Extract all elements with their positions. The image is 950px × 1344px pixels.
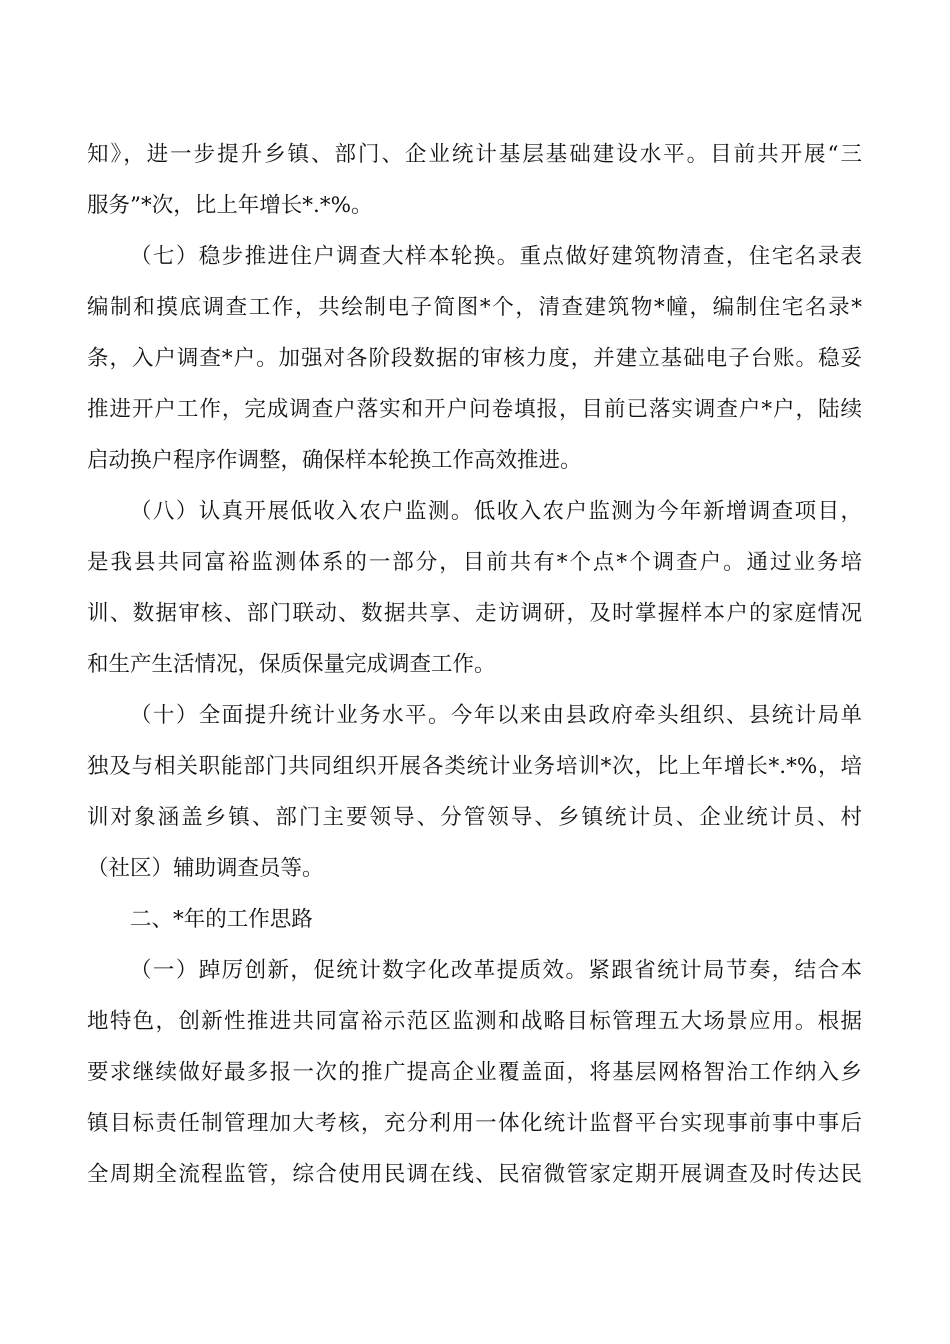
body-text-line: 服务”*次，比上年增长*.*%。 [87, 193, 373, 218]
body-text-line: 编制和摸底调查工作，共绘制电子简图*个，清查建筑物*幢，编制住宅名录* [87, 295, 862, 320]
body-text-line: 是我县共同富裕监测体系的一部分，目前共有*个点*个调查户。通过业务培 [87, 550, 862, 575]
section-one-heading-line: （一）踔厉创新，促统计数字化改革提质效。紧跟省统计局节奏，结合本 [130, 958, 862, 983]
body-text-line: 镇目标责任制管理加大考核，充分利用一体化统计监督平台实现事前事中事后 [87, 1111, 862, 1136]
section-seven-heading-line: （七）稳步推进住户调查大样本轮换。重点做好建筑物清查，住宅名录表 [130, 244, 862, 269]
part-two-heading: 二、*年的工作思路 [130, 907, 313, 932]
body-text-line: 条，入户调查*户。加强对各阶段数据的审核力度，并建立基础电子台账。稳妥 [87, 346, 862, 371]
section-eight-heading-line: （八）认真开展低收入农户监测。低收入农户监测为今年新增调查项目， [130, 499, 862, 524]
section-ten-heading-line: （十）全面提升统计业务水平。今年以来由县政府牵头组织、县统计局单 [130, 703, 862, 728]
body-text-line: 和生产生活情况，保质保量完成调查工作。 [87, 652, 496, 677]
body-text-line: 独及与相关职能部门共同组织开展各类统计业务培训*次，比上年增长*.*%，培 [87, 754, 862, 779]
body-text-line: 全周期全流程监管，综合使用民调在线、民宿微管家定期开展调查及时传达民 [87, 1162, 862, 1187]
body-text-line: 启动换户程序作调整，确保样本轮换工作高效推进。 [87, 448, 582, 473]
body-text-line: 训对象涵盖乡镇、部门主要领导、分管领导、乡镇统计员、企业统计员、村 [87, 805, 862, 830]
body-text-line: 地特色，创新性推进共同富裕示范区监测和战略目标管理五大场景应用。根据 [87, 1009, 862, 1034]
body-text-line: 推进开户工作，完成调查户落实和开户问卷填报，目前已落实调查户*户，陆续 [87, 397, 862, 422]
body-text-line: 知》，进一步提升乡镇、部门、企业统计基层基础建设水平。目前共开展“三 [87, 142, 862, 167]
body-text-line: （社区）辅助调查员等。 [87, 856, 324, 881]
body-text-line: 要求继续做好最多报一次的推广提高企业覆盖面，将基层网格智治工作纳入乡 [87, 1060, 862, 1085]
body-text-line: 训、数据审核、部门联动、数据共享、走访调研，及时掌握样本户的家庭情况 [87, 601, 862, 626]
